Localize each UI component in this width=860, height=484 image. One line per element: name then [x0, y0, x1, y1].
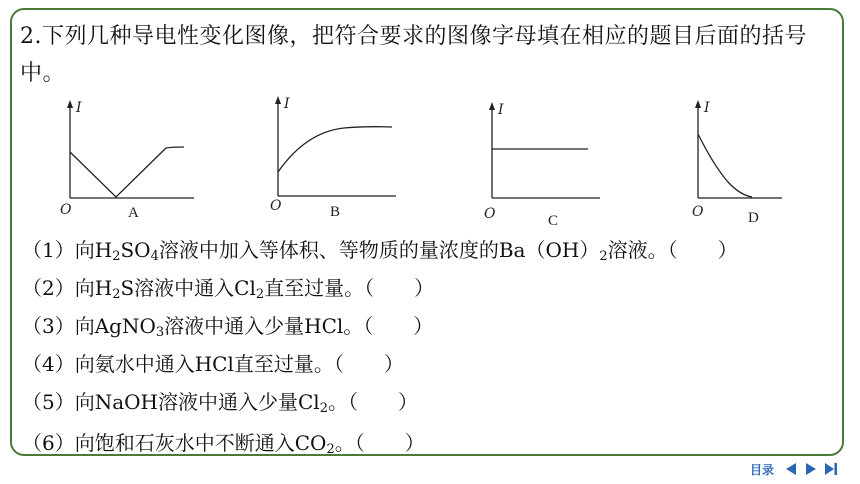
graph-b-y-label: I — [284, 96, 290, 112]
sub-question-text: 2 — [112, 287, 121, 302]
prev-arrow-icon[interactable] — [784, 462, 798, 476]
sub-question-text: S溶液中通入Cl — [120, 276, 256, 300]
sub-question-3 — [22, 310, 433, 339]
sub-question-text: SO — [120, 238, 151, 262]
sub-question-text: 2 — [112, 249, 121, 264]
graph-d — [682, 100, 792, 228]
sub-question-text: 向氨水中通入HCl直至过量。（ ） — [74, 352, 404, 376]
graph-a-origin: O — [60, 202, 72, 218]
sub-question-text: 。（ ） — [327, 390, 418, 414]
sub-question-text: （2） — [22, 276, 75, 300]
sub-question-4 — [22, 348, 404, 377]
question-number: 2. — [20, 24, 42, 49]
sub-question-text: （6） — [22, 431, 75, 455]
sub-question-2 — [22, 272, 434, 301]
sub-question-5 — [22, 386, 418, 415]
contents-link[interactable]: 目录 — [749, 462, 774, 477]
graph-b-letter: B — [330, 204, 341, 220]
graph-b-origin: O — [270, 198, 282, 214]
sub-question-text: 2 — [255, 287, 265, 302]
sub-question-text: （3） — [22, 314, 75, 338]
sub-question-text: 4 — [150, 249, 159, 264]
graph-c-origin: O — [484, 206, 496, 222]
sub-question-text: 2 — [599, 249, 608, 264]
sub-question-text: 向NaOH溶液中通入少量Cl — [74, 390, 320, 414]
graph-c-letter: C — [548, 213, 559, 229]
sub-question-text: （4） — [22, 352, 75, 376]
sub-question-text: 向AgNO — [74, 314, 156, 338]
sub-question-text: 溶液。（ ） — [607, 238, 738, 262]
sub-question-text: 溶液中加入等体积、等物质的量浓度的Ba（OH） — [158, 238, 600, 262]
last-page-icon[interactable] — [824, 462, 838, 476]
sub-question-6 — [22, 427, 425, 456]
question-text: 下列几种导电性变化图像，把符合要求的图像字母填在相应的题目后面的括号中。 — [20, 24, 808, 86]
sub-question-text: 2 — [326, 442, 335, 457]
graph-a — [56, 100, 196, 225]
sub-question-text: 向H — [74, 276, 113, 300]
sub-question-text: 溶液中通入少量HCl。（ ） — [164, 314, 434, 338]
slide-navigation — [750, 460, 838, 478]
graph-a-y-label: I — [76, 100, 82, 116]
sub-question-text: 向饱和石灰水中不断通入CO — [74, 431, 327, 455]
graph-b — [264, 96, 404, 224]
sub-question-text: 2 — [319, 401, 328, 416]
graph-a-letter: A — [128, 205, 139, 221]
sub-question-text: 向H — [74, 238, 113, 262]
graph-c — [476, 102, 606, 227]
sub-question-text: 。（ ） — [334, 431, 425, 455]
sub-question-text: （5） — [22, 390, 75, 414]
question-stem — [20, 18, 840, 92]
sub-question-text: 直至过量。（ ） — [264, 276, 435, 300]
graph-d-origin: O — [692, 204, 704, 220]
sub-question-1 — [22, 234, 738, 263]
graph-d-y-label: I — [704, 100, 710, 116]
graph-c-y-label: I — [498, 102, 504, 118]
sub-question-text: 3 — [155, 325, 165, 340]
sub-question-text: （1） — [22, 238, 75, 262]
next-arrow-icon[interactable] — [804, 462, 818, 476]
graph-d-letter: D — [748, 210, 759, 226]
